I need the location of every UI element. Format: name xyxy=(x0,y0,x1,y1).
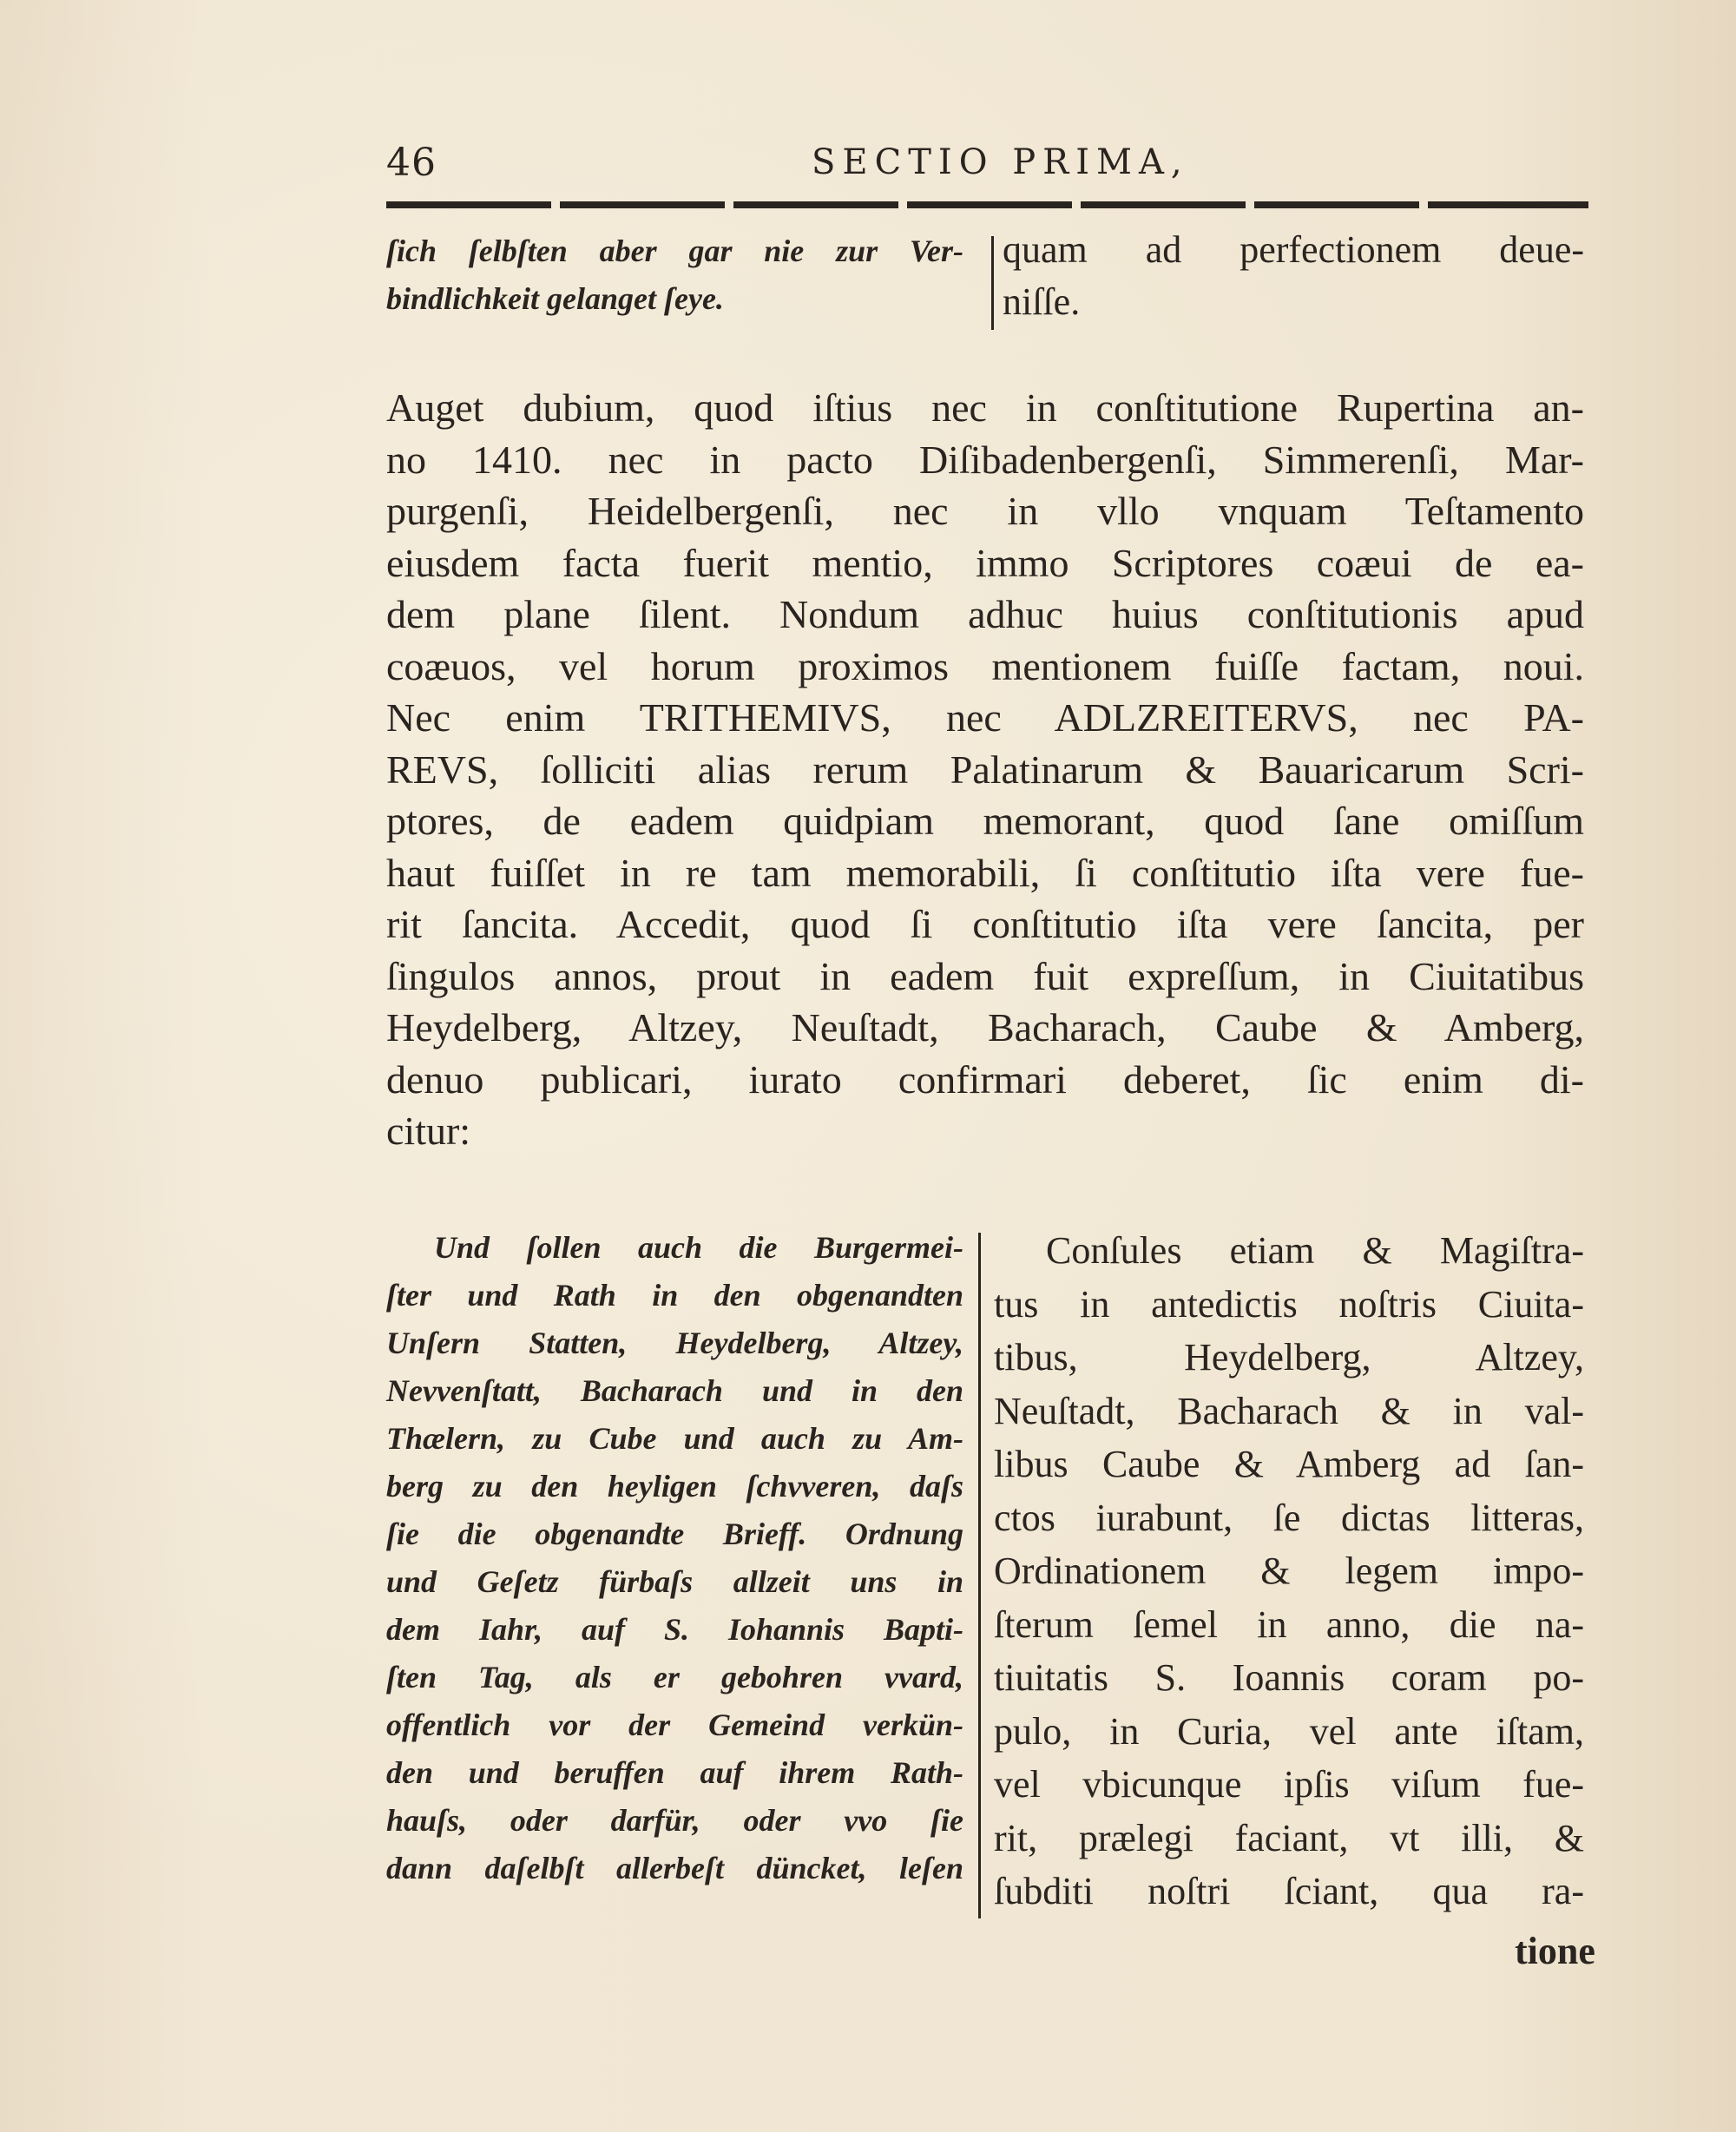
paragraph-line: Heydelberg, Altzey, Neuſtadt, Bacharach, Caube & Amberg, xyxy=(386,1005,1584,1050)
latin-line: Ordinationem & legem impo- xyxy=(994,1550,1584,1592)
paragraph-line: coæuos, vel horum proximos mentionem fuiſſe factam, noui. xyxy=(386,643,1584,688)
german-line: Und ſollen auch die Burgermei- xyxy=(434,1230,963,1265)
paragraph-line: no 1410. nec in pacto Diſibadenbergenſi, Simmerenſi, Mar- xyxy=(386,437,1584,482)
top-latin-column xyxy=(1003,224,1584,328)
latin-line: pulo, in Curia, vel ante iſtam, xyxy=(994,1709,1584,1753)
german-line: hauſs, oder darfür, oder vvo ſie xyxy=(386,1803,963,1838)
german-line: ſich ſelbſten aber gar nie zur Ver- xyxy=(386,234,963,268)
latin-line: vel vbicunque ipſis viſum fue- xyxy=(994,1763,1584,1806)
paragraph-line: eiusdem facta fuerit mentio, immo Scriptores coæui de ea- xyxy=(386,540,1584,585)
column-divider xyxy=(991,236,994,330)
german-line: und Geſetz fürbaſs allzeit uns in xyxy=(386,1564,963,1599)
latin-line: niſſe. xyxy=(1003,280,1081,323)
german-line: Thælern, zu Cube und auch zu Am- xyxy=(386,1421,963,1456)
latin-line: tiuitatis S. Ioannis coram po- xyxy=(994,1656,1584,1699)
latin-line: ſubditi noſtri ſciant, qua ra- xyxy=(994,1870,1584,1912)
german-line: berg zu den heyligen ſchvveren, daſs xyxy=(386,1469,963,1504)
german-line: bindlichkeit gelanget ſeye. xyxy=(386,281,724,316)
page-header xyxy=(386,141,1588,193)
german-line: dem Iahr, auf S. Iohannis Bapti- xyxy=(386,1612,963,1647)
german-line: ſie die obgenandte Brieff. Ordnung xyxy=(386,1517,963,1551)
latin-line: tus in antedictis noſtris Ciuita- xyxy=(994,1282,1584,1326)
paragraph-line: citur: xyxy=(386,1109,471,1153)
latin-line: quam ad perfectionem deue- xyxy=(1003,228,1584,271)
paragraph-line: ptores, de eadem quidpiam memorant, quod ſane omiſſum xyxy=(386,799,1584,843)
german-line: dann daſelbſt allerbeſt düncket, leſen xyxy=(386,1851,963,1885)
latin-line: ctos iurabunt, ſe dictas litteras, xyxy=(994,1496,1584,1539)
catchword: tione xyxy=(1515,1930,1595,1972)
latin-line: Conſules etiam & Magiſtra- xyxy=(1046,1229,1584,1272)
german-line: Unſern Statten, Heydelberg, Altzey, xyxy=(386,1326,963,1360)
latin-line: rit, prælegi faciant, vt illi, & xyxy=(994,1816,1584,1859)
paragraph-line: REVS, ſolliciti alias rerum Palatinarum & Bauaricarum Scri- xyxy=(386,747,1584,792)
header-rule xyxy=(386,201,1588,208)
top-german-column xyxy=(386,227,963,323)
german-line: ſten Tag, als er gebohren vvard, xyxy=(386,1660,963,1694)
bottom-latin-column xyxy=(994,1224,1584,1918)
page-number: 46 xyxy=(386,141,437,185)
paragraph-line: dem plane ſilent. Nondum adhuc huius conſtitutionis apud xyxy=(386,592,1584,636)
running-head: SECTIO PRIMA, xyxy=(812,142,1189,182)
latin-line: Neuſtadt, Bacharach & in val- xyxy=(994,1389,1584,1432)
main-paragraph xyxy=(386,382,1584,1157)
latin-line: tibus, Heydelberg, Altzey, xyxy=(994,1336,1584,1379)
latin-line: libus Caube & Amberg ad ſan- xyxy=(994,1443,1584,1485)
latin-line: ſterum ſemel in anno, die na- xyxy=(994,1602,1584,1646)
paragraph-line: rit ſancita. Accedit, quod ſi conſtitutio iſta vere ſancita, per xyxy=(386,902,1584,946)
german-line: Nevvenſtatt, Bacharach und in den xyxy=(386,1373,963,1408)
german-line: offentlich vor der Gemeind verkün- xyxy=(386,1708,963,1742)
paragraph-line: haut fuiſſet in re tam memorabili, ſi conſtitutio iſta vere fue- xyxy=(386,850,1584,895)
bottom-german-column xyxy=(386,1224,963,1892)
paragraph-line: denuo publicari, iurato confirmari deberet, ſic enim di- xyxy=(386,1056,1584,1102)
paragraph-line: ſingulos annos, prout in eadem fuit expreſſum, in Ciuitatibus xyxy=(386,953,1584,998)
paragraph-line: Auget dubium, quod iſtius nec in conſtitutione Rupertina an- xyxy=(386,385,1584,430)
paragraph-line: purgenſi, Heidelbergenſi, nec in vllo vnquam Teſtamento xyxy=(386,489,1584,533)
paragraph-line: Nec enim TRITHEMIVS, nec ADLZREITERVS, nec PA- xyxy=(386,695,1584,740)
german-line: den und beruffen auf ihrem Rath- xyxy=(386,1755,963,1790)
column-divider xyxy=(978,1233,981,1918)
german-line: ſter und Rath in den obgenandten xyxy=(386,1278,963,1313)
